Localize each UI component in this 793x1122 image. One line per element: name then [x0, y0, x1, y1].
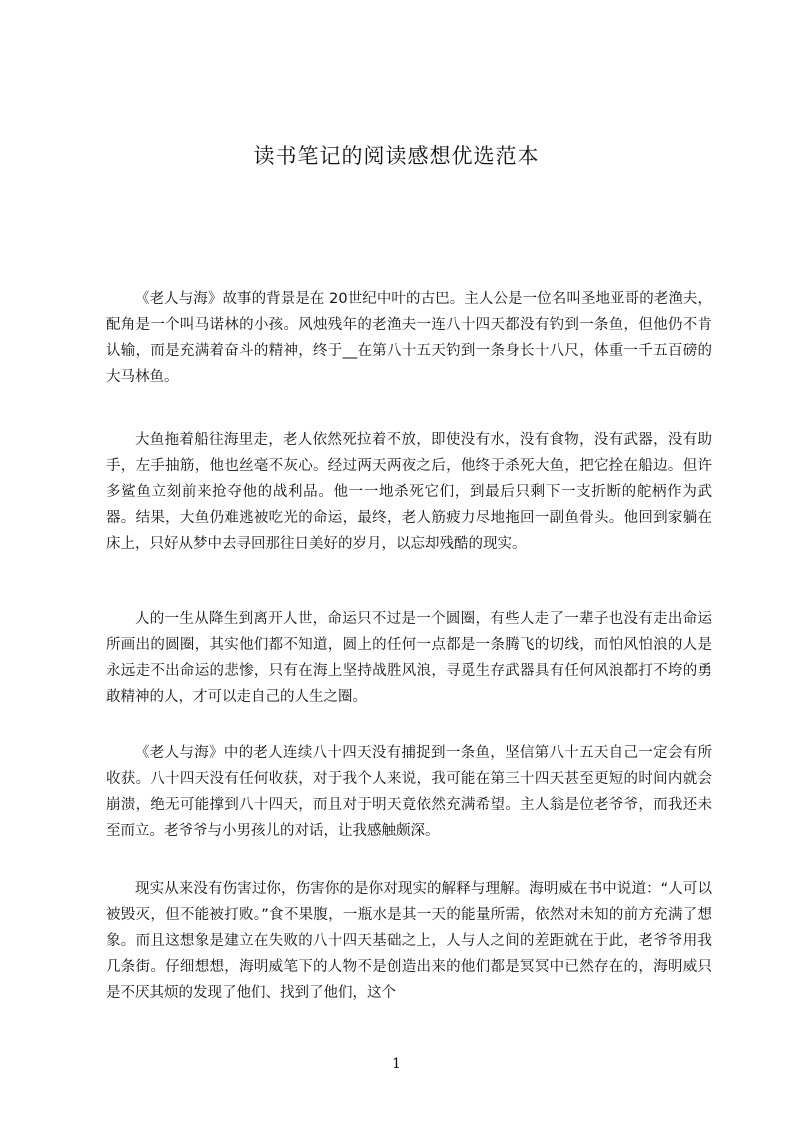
paragraph-1: 《老人与海》故事的背景是在 20世纪中叶的古巴。主人公是一位名叫圣地亚哥的老渔夫，配角是一个叫马诺林的小孩。风烛残年的老渔夫一连八十四天都没有钓到一条鱼，但他仍不肯认输，而是充满着奋斗的精神，终于__在第八十五天钓到一条身长十八尺，体重一千五百磅的大马林鱼。 [106, 291, 712, 385]
paragraph-3: 人的一生从降生到离开人世，命运只不过是一个圆圈，有些人走了一辈子也没有走出命运所画出的圆圈，其实他们都不知道，圆上的任何一点都是一条腾飞的切线，而怕风怕浪的人是永远走不出命运的悲惨，只有在海上坚持战胜风浪，寻觅生存武器具有任何风浪都打不垮的勇敢精神的人，才可以走自己的人生之圈。 [106, 611, 712, 705]
paragraph-4: 《老人与海》中的老人连续八十四天没有捕捉到一条鱼，坚信第八十五天自己一定会有所收获。八十四天没有任何收获，对于我个人来说，我可能在第三十四天甚至更短的时间内就会崩溃，绝无可能撑到八十四天，而且对于明天竟依然充满希望。主人翁是位老爷爷，而我还未至而立。老爷爷与小男孩儿的对话，让我感触颇深。 [106, 745, 712, 839]
paragraph-5: 现实从来没有伤害过你，伤害你的是你对现实的解释与理解。海明威在书中说道：“人可以被毁灭，但不能被打败。”食不果腹，一瓶水是其一天的能量所需，依然对未知的前方充满了想象。而且这想象是建立在失败的八十四天基础之上，人与人之间的差距就在于此，老爷爷用我几条街。仔细想想，海明威笔下的人物不是创造出来的他们都是冥冥中已然存在的，海明威只是不厌其烦的发现了他们、找到了他们，这个 [106, 881, 712, 1001]
page-number: 1 [392, 1056, 401, 1072]
document-title: 读书笔记的阅读感想优选范本 [253, 144, 540, 168]
paragraph-2: 大鱼拖着船往海里走，老人依然死拉着不放，即使没有水，没有食物，没有武器，没有助手，左手抽筋，他也丝毫不灰心。经过两天两夜之后，他终于杀死大鱼，把它拴在船边。但许多鲨鱼立刻前来抢夺他的战利品。他一一地杀死它们，到最后只剩下一支折断的舵柄作为武器。结果，大鱼仍难逃被吃光的命运，最终，老人筋疲力尽地拖回一副鱼骨头。他回到家躺在床上，只好从梦中去寻回那往日美好的岁月，以忘却残酷的现实。 [106, 432, 712, 552]
